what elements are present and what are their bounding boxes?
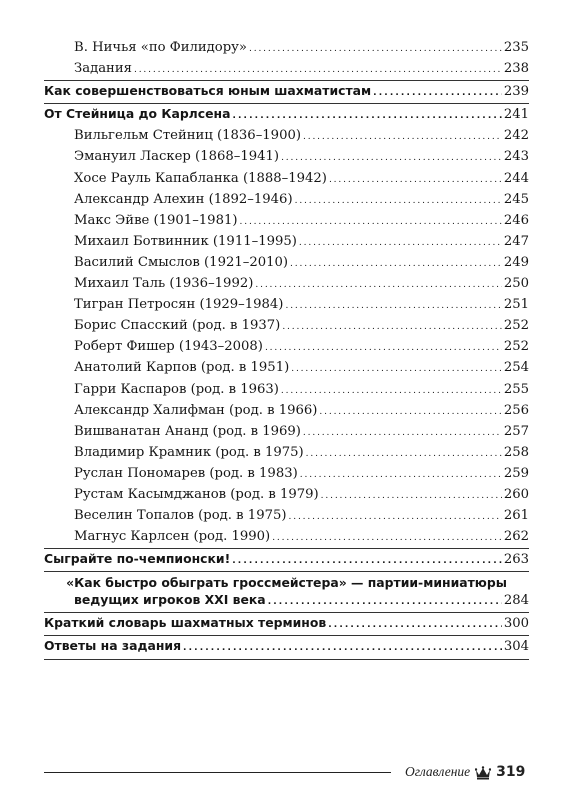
dot-leader <box>272 527 502 548</box>
dot-leader <box>249 38 502 59</box>
dot-leader <box>295 190 502 211</box>
toc-entry <box>44 380 529 401</box>
toc-entry-title: Михаил Таль (1936–1992) <box>74 276 254 292</box>
toc-entry <box>44 464 529 485</box>
toc-entry-page: 259 <box>503 465 529 481</box>
dot-leader <box>303 126 502 147</box>
dot-leader <box>373 81 502 103</box>
dot-leader <box>306 443 502 464</box>
toc-entry <box>44 253 529 274</box>
toc-entry-title: Ответы на задания <box>44 638 182 654</box>
table-of-contents <box>44 38 529 660</box>
dot-leader <box>134 59 502 80</box>
toc-entry <box>44 337 529 358</box>
toc-entry <box>44 548 529 571</box>
toc-entry <box>44 506 529 527</box>
dot-leader <box>265 337 502 358</box>
toc-entry-title: Краткий словарь шахматных терминов <box>44 615 327 631</box>
toc-entry-page: 254 <box>503 360 529 376</box>
dot-leader <box>319 401 501 422</box>
toc-entry-title: От Стейница до Карлсена <box>44 106 231 122</box>
toc-entry <box>44 443 529 464</box>
dot-leader <box>255 274 501 295</box>
toc-entry <box>44 232 529 253</box>
dot-leader <box>232 549 502 571</box>
toc-entry-page: 251 <box>503 297 529 313</box>
dot-leader <box>268 591 502 611</box>
toc-entry-title: Вильгельм Стейниц (1836–1900) <box>74 128 301 144</box>
toc-entry-page: 261 <box>503 508 529 524</box>
toc-entry-title: Хосе Рауль Капабланка (1888–1942) <box>74 170 327 186</box>
toc-entry-page: 262 <box>503 529 529 545</box>
dot-leader <box>321 485 502 506</box>
toc-entry-page: 257 <box>503 423 529 439</box>
toc-entry-title: Александр Халифман (род. в 1966) <box>74 402 318 418</box>
toc-entry-page: 249 <box>503 254 529 270</box>
toc-entry <box>44 316 529 337</box>
toc-entry-page: 246 <box>503 212 529 228</box>
crown-icon <box>475 765 491 779</box>
toc-entry-title: Как совершенствоваться юным шахматистам <box>44 83 372 99</box>
toc-entry-title-continuation-line <box>44 591 529 611</box>
toc-entry-page: 252 <box>503 339 529 355</box>
toc-entry-title: Анатолий Карпов (род. в 1951) <box>74 360 290 376</box>
toc-entry <box>44 295 529 316</box>
toc-entry <box>44 190 529 211</box>
toc-entry-page: 244 <box>503 170 529 186</box>
toc-entry-title: Борис Спасский (род. в 1937) <box>74 318 281 334</box>
toc-entry-title: Василий Смыслов (1921–2010) <box>74 254 289 270</box>
footer-section-label: Оглавление <box>405 764 471 779</box>
dot-leader <box>291 358 502 379</box>
toc-entry-page: 252 <box>503 318 529 334</box>
toc-entry-page: 258 <box>503 444 529 460</box>
toc-entry-page: 239 <box>503 84 529 100</box>
dot-leader <box>299 232 502 253</box>
toc-entry-title: В. Ничья «по Филидору» <box>74 40 247 55</box>
dot-leader <box>282 316 502 337</box>
toc-entry <box>44 169 529 190</box>
toc-entry-page: 300 <box>503 616 529 632</box>
toc-entry-title: Руслан Пономарев (род. в 1983) <box>74 465 298 481</box>
toc-entry-page: 263 <box>503 552 529 568</box>
toc-entry-page: 241 <box>503 107 529 123</box>
toc-entry-page: 256 <box>503 402 529 418</box>
dot-leader <box>232 104 501 126</box>
toc-entry <box>44 358 529 379</box>
toc-entry-page: 235 <box>503 40 529 55</box>
toc-entry-title: Владимир Крамник (род. в 1975) <box>74 444 304 460</box>
toc-entry <box>44 401 529 422</box>
footer-rule <box>44 772 391 773</box>
toc-entry <box>44 59 529 80</box>
toc-entry-title: Михаил Ботвинник (1911–1995) <box>74 233 297 249</box>
page-footer <box>44 762 531 782</box>
dot-leader <box>240 211 502 232</box>
toc-entry-page: 260 <box>503 486 529 502</box>
toc-entry-page: 243 <box>503 149 529 165</box>
dot-leader <box>328 613 502 635</box>
toc-entry <box>44 485 529 506</box>
toc-entry-title: Гарри Каспаров (род. в 1963) <box>74 381 279 397</box>
toc-entry <box>44 612 529 635</box>
toc-entry-page: 242 <box>503 128 529 144</box>
toc-entry-title: Сыграйте по-чемпионски! <box>44 551 231 567</box>
toc-entry-page: 247 <box>503 233 529 249</box>
dot-leader <box>281 147 502 168</box>
toc-entry-page: 238 <box>503 61 529 77</box>
toc-entry <box>44 211 529 232</box>
toc-entry <box>44 635 529 659</box>
toc-entry <box>44 103 529 126</box>
toc-entry-title: Макс Эйве (1901–1981) <box>74 212 238 228</box>
toc-entry-page: 304 <box>503 639 529 655</box>
toc-entry-title: Магнус Карлсен (род. 1990) <box>74 529 271 545</box>
toc-entry-title: Тигран Петросян (1929–1984) <box>74 297 284 313</box>
toc-entry-title: Веселин Топалов (род. в 1975) <box>74 508 287 524</box>
toc-entry-title: Рустам Касымджанов (род. в 1979) <box>74 486 319 502</box>
toc-entry <box>44 80 529 103</box>
dot-leader <box>183 636 502 658</box>
dot-leader <box>285 295 501 316</box>
dot-leader <box>281 380 502 401</box>
dot-leader <box>289 506 502 527</box>
toc-entry-title: Роберт Фишер (1943–2008) <box>74 339 263 355</box>
page-number: 319 <box>496 764 526 780</box>
toc-entry <box>44 527 529 548</box>
toc-entry-page: 255 <box>503 381 529 397</box>
toc-entry <box>44 422 529 443</box>
toc-entry-title: Эмануил Ласкер (1868–1941) <box>74 149 280 165</box>
toc-entry-title: Александр Алехин (1892–1946) <box>74 191 293 207</box>
toc-entry-title-continuation: ведущих игроков XXI века <box>74 592 266 608</box>
toc-entry-title: Вишванатан Ананд (род. в 1969) <box>74 423 301 439</box>
dot-leader <box>290 253 502 274</box>
toc-entry-title: Задания <box>74 61 132 77</box>
toc-entry-page: 284 <box>503 593 529 609</box>
toc-entry <box>44 274 529 295</box>
toc-entry-title: «Как быстро обыграть гроссмейстера» — партии-миниатюры <box>66 575 507 591</box>
dot-leader <box>329 169 502 190</box>
toc-entry-page: 245 <box>503 191 529 207</box>
toc-entry <box>44 126 529 147</box>
toc-entry <box>44 571 529 612</box>
toc-entry-page: 250 <box>503 276 529 292</box>
dot-leader <box>300 464 502 485</box>
toc-entry <box>44 38 529 59</box>
dot-leader <box>303 422 502 443</box>
toc-entry <box>44 147 529 168</box>
